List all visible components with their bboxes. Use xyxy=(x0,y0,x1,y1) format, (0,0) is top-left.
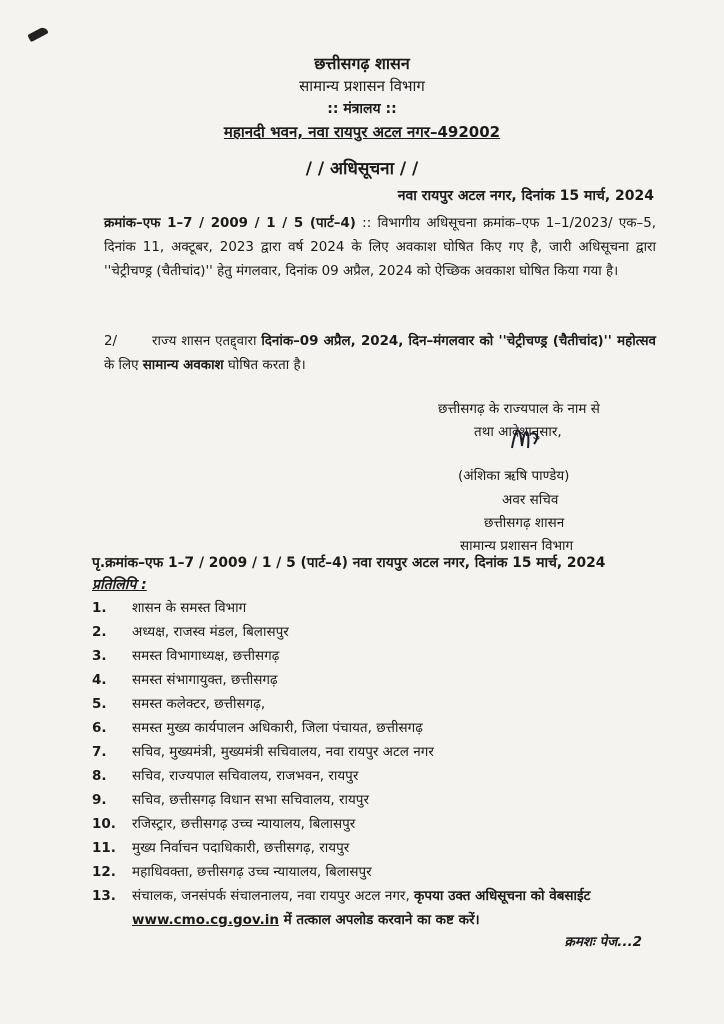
paragraph-1 xyxy=(104,212,656,284)
list-item xyxy=(92,740,672,764)
list-item xyxy=(92,716,672,740)
notice-title: / / अधिसूचना / / xyxy=(305,159,419,179)
signatory-department: सामान्य प्रशासन विभाग xyxy=(460,538,574,554)
list-item xyxy=(92,836,672,860)
signatory-office: छत्तीसगढ़ शासन xyxy=(484,515,565,531)
list-item-text: मुख्य निर्वाचन पदाधिकारी, छत्तीसगढ़, रायपुर xyxy=(132,840,350,856)
order-reference: क्रमांक–एफ 1–7 / 2009 / 1 / 5 (पार्ट–4) xyxy=(104,216,356,231)
list-item-number: 11. xyxy=(92,840,116,856)
list-item-number: 3. xyxy=(92,648,107,664)
list-item-text: सचिव, छत्तीसगढ़ विधान सभा सचिवालय, रायपुर xyxy=(132,792,369,808)
paragraph-1-text: :: विभागीय अधिसूचना क्रमांक–एफ 1–1/2023/ एक–5, दिनांक 11, अक्टूबर, 2023 द्वारा वर्ष 2024 के लिए अवकाश घोषित किए गए है, जारी अधिसूचना द्वारा ''चेट्रीचण्ड्र (चैतीचांद)'' हेतु मंगलवार, दिनांक 09 अप्रैल, 2024 को ऐच्छिक अवकाश घोषित किया गया है। xyxy=(104,216,657,279)
govt-title: छत्तीसगढ़ शासन xyxy=(314,54,410,73)
ministry-title: :: मंत्रालय :: xyxy=(327,101,397,117)
list-item xyxy=(92,620,672,644)
signatory-designation: अवर सचिव xyxy=(502,492,559,508)
list-item-number: 9. xyxy=(92,792,107,808)
list-item-number: 10. xyxy=(92,816,116,832)
signature-scrawl xyxy=(506,418,546,458)
list-item-number: 2. xyxy=(92,624,107,640)
list-item-text: समस्त कलेक्टर, छत्तीसगढ़, xyxy=(132,696,266,712)
list-item-text: समस्त विभागाध्यक्ष, छत्तीसगढ़ xyxy=(132,648,280,664)
website-link[interactable]: www.cmo.cg.gov.in xyxy=(132,912,279,928)
paragraph-number: 2/ xyxy=(104,334,118,349)
copy-list xyxy=(92,596,672,932)
address-line: महानदी भवन, नवा रायपुर अटल नगर–492002 xyxy=(223,123,501,141)
paragraph-2: 2/ राज्य शासन एतद्द्वारा दिनांक–09 अप्रैल, 2024, दिन–मंगलवार को ''चेट्रीचण्ड्र (चैतीचांद)'' महोत्सव के लिए सामान्य अवकाश घोषित करता है। xyxy=(104,330,656,378)
list-item xyxy=(92,692,672,716)
list-item-text: सचिव, राज्यपाल सचिवालय, राजभवन, रायपुर xyxy=(132,768,359,784)
list-item-number: 7. xyxy=(92,744,107,760)
signature-line-1: छत्तीसगढ़ के राज्यपाल के नाम से xyxy=(438,401,600,417)
list-item-text: अध्यक्ष, राजस्व मंडल, बिलासपुर xyxy=(132,624,289,640)
list-item xyxy=(92,668,672,692)
endorsement-reference: पृ.क्रमांक–एफ 1–7 / 2009 / 1 / 5 (पार्ट–4) नवा रायपुर अटल नगर, दिनांक 15 मार्च, 2024 xyxy=(92,555,606,571)
list-item-text: महाधिवक्ता, छत्तीसगढ़ उच्च न्यायालय, बिलासपुर xyxy=(132,864,372,880)
list-item-text: शासन के समस्त विभाग xyxy=(132,600,247,616)
list-item-text: समस्त मुख्य कार्यपालन अधिकारी, जिला पंचायत, छत्तीसगढ़ xyxy=(132,720,423,736)
list-item xyxy=(92,764,672,788)
list-item xyxy=(92,596,672,620)
list-item-number: 12. xyxy=(92,864,116,880)
list-item xyxy=(92,644,672,668)
list-item-text: रजिस्ट्रार, छत्तीसगढ़ उच्च न्यायालय, बिलासपुर xyxy=(132,816,356,832)
list-item-text: संचालक, जनसंपर्क संचालनालय, नवा रायपुर अटल नगर, कृपया उक्त अधिसूचना को वेबसाईट www.cmo.cg.gov.in में तत्काल अपलोड करवाने का कष्ट करें। xyxy=(132,888,591,928)
department-title: सामान्य प्रशासन विभाग xyxy=(299,77,425,95)
list-item-number: 4. xyxy=(92,672,107,688)
signatory-name: (अंशिका ऋषि पाण्डेय) xyxy=(458,468,570,484)
list-item xyxy=(92,812,672,836)
list-item-number: 6. xyxy=(92,720,107,736)
list-item xyxy=(92,884,672,932)
signature-line-2: तथा आदेशानुसार, xyxy=(474,424,562,440)
list-item-text: सचिव, मुख्यमंत्री, मुख्यमंत्री सचिवालय, नवा रायपुर अटल नगर xyxy=(132,744,434,760)
continuation-note: क्रमशः पेज...2 xyxy=(564,934,642,950)
list-item xyxy=(92,860,672,884)
dateline: नवा रायपुर अटल नगर, दिनांक 15 मार्च, 2024 xyxy=(397,188,654,204)
list-item xyxy=(92,788,672,812)
list-item-number: 13. xyxy=(92,888,116,904)
list-item-number: 8. xyxy=(92,768,107,784)
copy-heading: प्रतिलिपि : xyxy=(92,577,147,593)
list-item-number: 5. xyxy=(92,696,107,712)
list-item-text: समस्त संभागायुक्त, छत्तीसगढ़ xyxy=(132,672,278,688)
pen-mark xyxy=(27,26,48,42)
list-item-number: 1. xyxy=(92,600,107,616)
